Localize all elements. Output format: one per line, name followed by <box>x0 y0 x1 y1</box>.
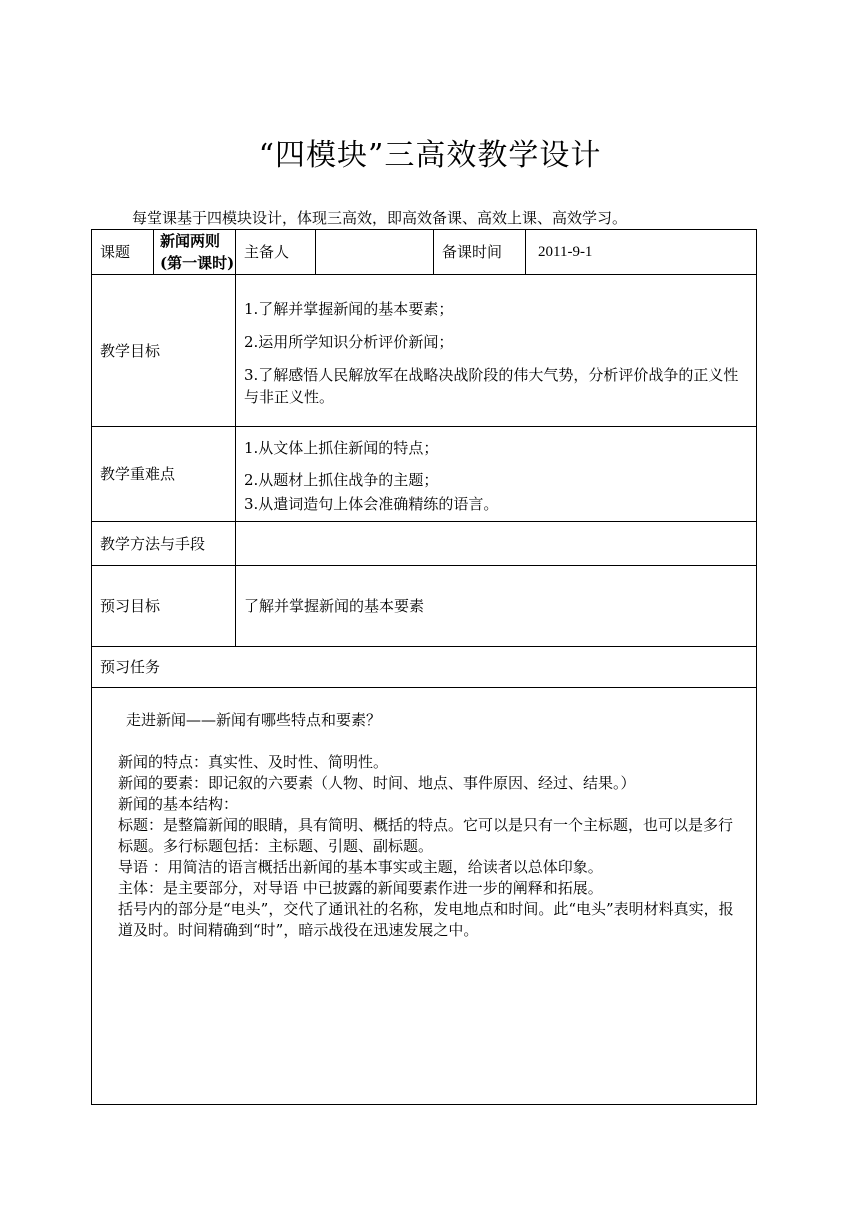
task-line: 新闻的基本结构： <box>118 795 239 813</box>
methods-label: 教学方法与手段 <box>92 522 236 566</box>
preview-goal-row <box>92 566 757 647</box>
task-line: 走进新闻——新闻有哪些特点和要素？ <box>126 711 382 729</box>
preview-goal-value: 了解并掌握新闻的基本要素 <box>236 566 757 647</box>
task-line: 主体：是主要部分，对导语 中已披露的新闻要素作进一步的阐释和拓展。 <box>118 879 603 897</box>
key-point-item: 1.从文体上抓住新闻的特点； <box>244 439 439 457</box>
task-line: 新闻的要素：即记叙的六要素（人物、时间、地点、事件原因、经过、结果。） <box>118 774 636 792</box>
lesson-plan-table <box>91 229 757 1105</box>
preview-goal-label: 预习目标 <box>92 566 236 647</box>
task-line: 导语 ：用简洁的语言概括出新闻的基本事实或主题，给读者以总体印象。 <box>118 858 603 876</box>
topic-label: 课题 <box>92 230 154 275</box>
key-points-content <box>236 427 757 522</box>
topic-value: 新闻两则(第一课时) <box>154 230 236 275</box>
key-points-label: 教学重难点 <box>92 427 236 522</box>
methods-value <box>236 522 757 566</box>
task-line: 括号内的部分是“电头”，交代了通讯社的名称，发电地点和时间。此“电头”表明材料真实，报道及时。时间精确到“时”，暗示战役在迅速发展之中。 <box>118 900 734 939</box>
intro-text: 每堂课基于四模块设计，体现三高效，即高效备课、高效上课、高效学习。 <box>132 209 628 227</box>
preview-task-label: 预习任务 <box>92 647 757 688</box>
preview-task-content <box>92 688 757 1105</box>
preparer-value <box>316 230 434 275</box>
task-line-blank <box>126 731 746 752</box>
task-line: 新闻的特点：真实性、及时性、简明性。 <box>118 753 389 771</box>
goal-item: 2.运用所学知识分析评价新闻； <box>244 332 454 351</box>
key-point-item: 3.从遣词造句上体会准确精练的语言。 <box>244 495 499 513</box>
teaching-goals-label: 教学目标 <box>92 275 236 427</box>
goal-item: 3.了解感悟人民解放军在战略决战阶段的伟大气势，分析评价战争的正义性与非正义性。 <box>244 365 739 406</box>
task-line: 标题：是整篇新闻的眼睛，具有简明、概括的特点。它可以是只有一个主标题，也可以是多行标题。多行标题包括：主标题、引题、副标题。 <box>118 816 734 855</box>
preview-task-row <box>92 647 757 688</box>
methods-row <box>92 522 757 566</box>
teaching-goals-row <box>92 275 757 427</box>
teaching-goals-content <box>236 275 757 427</box>
date-value: 2011-9-1 <box>526 230 757 275</box>
preparer-label: 主备人 <box>236 230 316 275</box>
key-points-row <box>92 427 757 522</box>
document-title: “四模块”三高效教学设计 <box>258 138 602 173</box>
header-row <box>92 230 757 275</box>
goal-item: 1.了解并掌握新闻的基本要素； <box>244 299 454 318</box>
date-label: 备课时间 <box>434 230 526 275</box>
key-point-item: 2.从题材上抓住战争的主题； <box>244 471 439 489</box>
preview-task-body-row <box>92 688 757 1105</box>
